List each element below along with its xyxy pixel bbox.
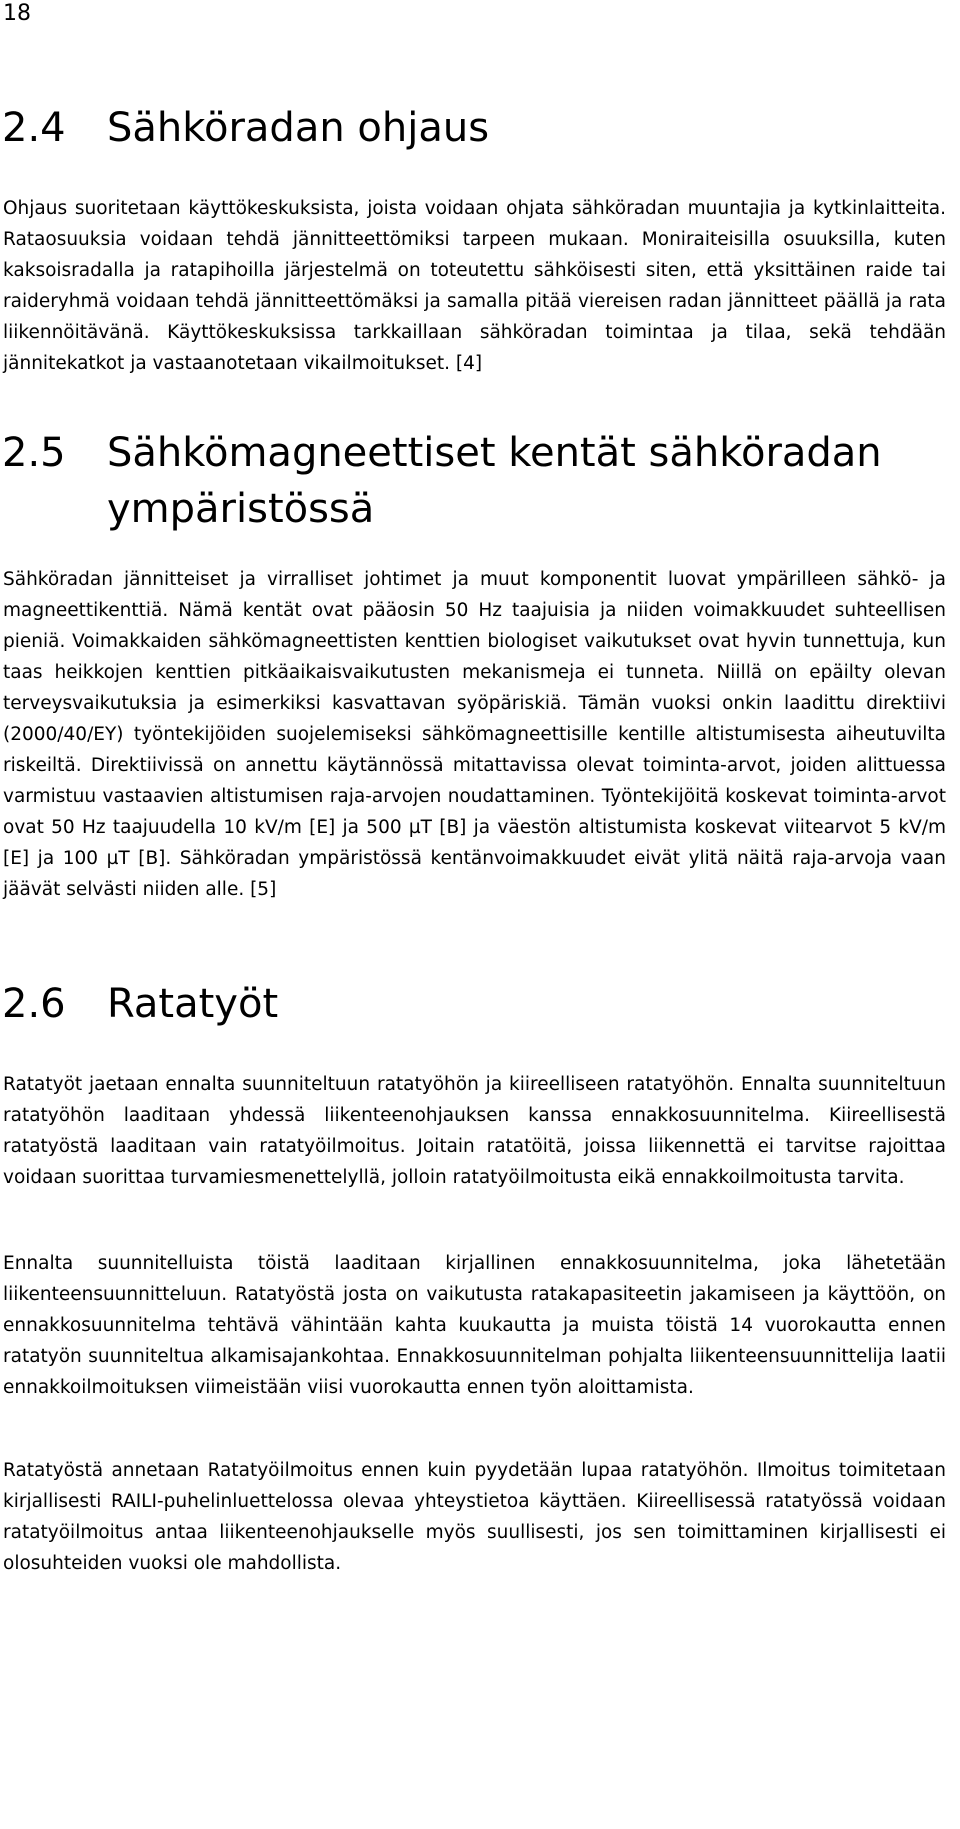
paragraph-ratatyot-3: Ratatyöstä annetaan Ratatyöilmoitus ennen kuin pyydetään lupaa ratatyöhön. Ilmoitus toimitetaan kirjallisesti RAILI-puhelinluettelossa olevaa yhteystietoa käyttäen. Kiireellisessä ratatyössä voidaan ratatyöilmoitus antaa liikenteenohjaukselle myös suullisesti, jos sen toimittaminen kirjallisesti ei olosuhteiden vuoksi ole mahdollista.	[3, 1460, 946, 1574]
section-title: Sähköradan ohjaus	[107, 105, 490, 151]
section-heading-2-4	[2, 100, 952, 156]
section-heading-2-5	[2, 425, 952, 537]
section-title: Sähkömagneettiset kentät sähköradan ympäristössä	[107, 430, 882, 532]
paragraph-ohjaus: Ohjaus suoritetaan käyttökeskuksista, joista voidaan ohjata sähköradan muuntajia ja kytkinlaitteita. Rataosuuksia voidaan tehdä jännitteettömiksi tarpeen mukaan. Moniraiteisilla osuuksilla, kuten kaksoisradalla ja ratapihoilla järjestelmä on toteutettu sähköisesti siten, että yksittäinen raide tai raideryhmä voidaan tehdä jännitteettömäksi ja samalla pitää viereisen radan jännitteet päällä ja rata liikennöitävänä. Käyttökeskuksissa tarkkaillaan sähköradan toimintaa ja tilaa, sekä tehdään jännitekatkot ja vastaanotetaan vikailmoitukset. [4]	[3, 198, 946, 374]
section-number: 2.5	[2, 430, 66, 476]
section-heading-2-6	[2, 976, 952, 1032]
paragraph-ratatyot-2: Ennalta suunnitelluista töistä laaditaan kirjallinen ennakkosuunnitelma, joka lähetetään liikenteensuunnitteluun. Ratatyöstä josta on vaikutusta ratakapasiteetin jakamiseen ja käyttöön, on ennakkosuunnitelma tehtävä vähintään kahta kuukautta ja muista töistä 14 vuorokautta ennen ratatyön suunniteltua alkamisajankohtaa. Ennakkosuunnitelman pohjalta liikenteensuunnittelija laatii ennakkoilmoituksen viimeistään viisi vuorokautta ennen työn aloittamista.	[3, 1253, 946, 1398]
section-number: 2.6	[2, 981, 66, 1027]
section-number: 2.4	[2, 105, 66, 151]
section-title: Ratatyöt	[107, 981, 279, 1027]
page-number: 18	[3, 1, 31, 26]
paragraph-kentat: Sähköradan jännitteiset ja virralliset johtimet ja muut komponentit luovat ympärilleen sähkö- ja magneettikenttiä. Nämä kentät ovat pääosin 50 Hz taajuisia ja niiden voimakkuudet suhteellisen pieniä. Voimakkaiden sähkömagneettisten kenttien biologiset vaikutukset ovat hyvin tunnettuja, kun taas heikkojen kenttien pitkäaikaisvaikutusten mekanismeja ei tunneta. Niillä on epäilty olevan terveysvaikutuksia ja esimerkiksi kasvattavan syöpäriskiä. Tämän vuoksi onkin laadittu direktiivi (2000/40/EY) työntekijöiden suojelemiseksi sähkömagneettisille kentille altistumisesta aiheutuvilta riskeiltä. Direktiivissä on annettu käytännössä mitattavissa olevat toiminta-arvot, joiden alittuessa varmistuu vastaavien altistumisen raja-arvojen noudattaminen. Työntekijöitä koskevat toiminta-arvot ovat 50 Hz taajuudella 10 kV/m [E] ja 500 µT [B] ja väestön altistumista koskevat viitearvot 5 kV/m [E] ja 100 µT [B]. Sähköradan ympäristössä kentänvoimakkuudet eivät ylitä näitä raja-arvoja vaan jäävät selvästi niiden alle. [5]	[3, 569, 946, 900]
paragraph-ratatyot-1: Ratatyöt jaetaan ennalta suunniteltuun ratatyöhön ja kiireelliseen ratatyöhön. Ennalta suunniteltuun ratatyöhön laaditaan yhdessä liikenteenohjauksen kanssa ennakkosuunnitelma. Kiireellisestä ratatyöstä laaditaan vain ratatyöilmoitus. Joitain ratatöitä, joissa liikennettä ei tarvitse rajoittaa voidaan suorittaa turvamiesmenettelyllä, jolloin ratatyöilmoitusta eikä ennakkoilmoitusta tarvita.	[3, 1074, 946, 1188]
